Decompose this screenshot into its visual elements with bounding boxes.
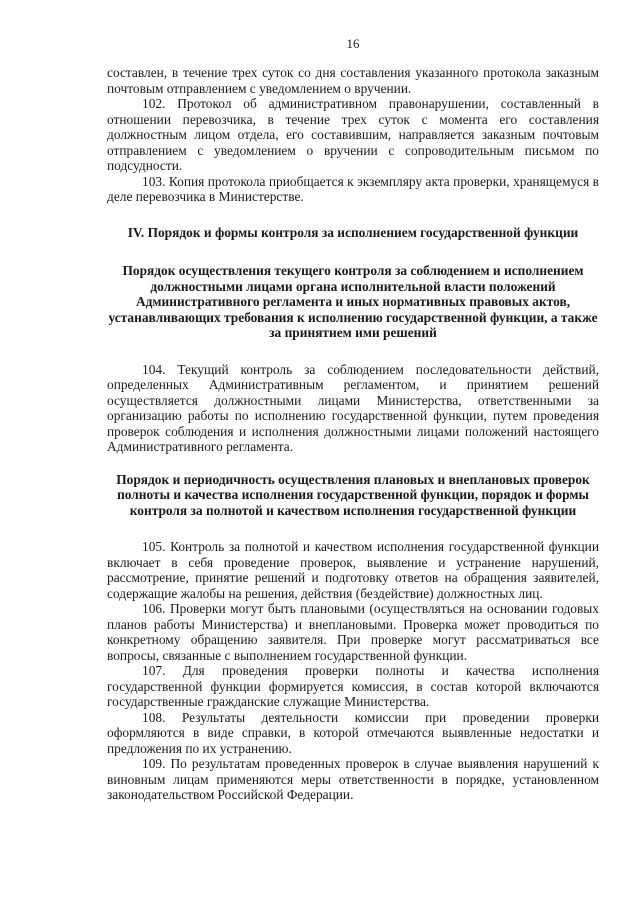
paragraph-101-continuation: составлен, в течение трех суток со дня составления указанного протокола заказным почтовым отправлением с уведомлением о вручении.: [107, 65, 599, 96]
document-page: [107, 36, 599, 803]
paragraph-104: 104. Текущий контроль за соблюдением последовательности действий, определенных Административным регламентом, и принятием решений осуществляется должностными лицами Министерства, ответственными за организацию работы по исполнению государственной функции, путем проведения проверок соблюдения и исполнения должностными лицами положений настоящего Административного регламента.: [107, 361, 599, 454]
paragraph-105: 105. Контроль за полнотой и качеством исполнения государственной функции включает в себя проведение проверок, выявление и устранение нарушений, рассмотрение, принятие решений и подготовку ответов на обращения заявителей, содержащие жалобы на решения, действия (бездействие) должностных лиц.: [107, 539, 599, 601]
paragraph-106: 106. Проверки могут быть плановыми (осуществляться на основании годовых планов работы Министерства) и внеплановыми. Проверка может проводиться по конкретному обращению заявителя. При проверке могут рассматриваться все вопросы, связанные с выполнением государственной функции.: [107, 601, 599, 663]
subsection-1-title: Порядок осуществления текущего контроля за соблюдением и исполнением должностными лицами органа исполнительной власти положений Административного регламента и иных нормативных правовых актов, устанавливающих требования к исполнению государственной функции, а также за принятием ими решений: [108, 263, 598, 340]
paragraph-108: 108. Результаты деятельности комиссии при проведении проверки оформляются в виде справки, в которой отмечаются выявленные недостатки и предложения по их устранению.: [107, 709, 599, 756]
subsection-2-title: Порядок и периодичность осуществления плановых и внеплановых проверок полноты и качества исполнения государственной функции, порядок и формы контроля за полнотой и качеством исполнения государственной функции: [116, 471, 590, 518]
paragraph-109: 109. По результатам проведенных проверок в случае выявления нарушений к виновным лицам применяются меры ответственности в порядке, установленном законодательством Российской Федерации.: [107, 756, 599, 802]
paragraph-107: 107. Для проведения проверки полноты и качества исполнения государственной функции формируется комиссия, в состав которой включаются государственные гражданские служащие Министерства.: [107, 663, 599, 709]
paragraph-102: 102. Протокол об административном правонарушении, составленный в отношении перевозчика, в течение трех суток с момента его составления должностным лицом отдела, его составившим, направляется заказным почтовым отправлением с уведомлением о вручении с сопроводительным письмом по подсудности.: [107, 96, 599, 173]
section-title: IV. Порядок и формы контроля за исполнением государственной функции: [127, 224, 579, 240]
page-number: 16: [346, 36, 360, 51]
paragraph-103: 103. Копия протокола приобщается к экземпляру акта проверки, хранящемуся в деле перевозчика в Министерстве.: [107, 173, 599, 204]
